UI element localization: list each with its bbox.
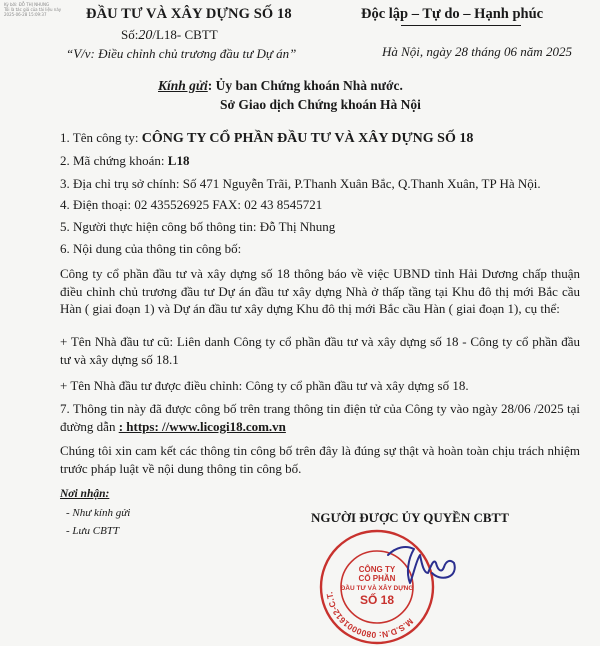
- recipients-label: Kính gửi: [158, 78, 208, 93]
- national-motto: Độc lập – Tự do – Hạnh phúc: [361, 6, 544, 22]
- company-value: CÔNG TY CỔ PHẦN ĐẦU TƯ VÀ XÂY DỰNG SỐ 18: [141, 131, 474, 146]
- document-number: [121, 27, 218, 44]
- content-paragraph-1: Công ty cổ phần đầu tư và xây dựng số 18 thông báo về việc UBND tỉnh Hải Dương chấp thuận điều chỉnh chủ trương đầu tư Dự án đầu tư xây dựng Nhà ở thấp tầng tại Khu đô thị mới Bắc cầu Hàn ( giai đoạn 1) và Dự án đầu tư xây dựng Khu đô thị mới Bắc cầu Hàn ( giai đoạn 1), cụ thể:: [60, 266, 580, 316]
- document-number-prefix: Số:: [121, 27, 139, 42]
- document-number-suffix: /L18- CBTT: [152, 27, 218, 42]
- digital-signature-stamp: [4, 2, 61, 17]
- motto-underline: [401, 25, 521, 26]
- item-phone-fax: 4. Điện thoại: 02 435526925 FAX: 02 43 8545721: [60, 197, 323, 212]
- digital-signature-line: Ký bởi: ĐỖ THỊ NHUNG: [4, 2, 50, 7]
- stamp-ring-text: M.S.D.N: 0800001612-C.T.: [324, 591, 416, 641]
- stamp-text: CÔNG TY: [358, 565, 396, 574]
- item-company-name: [60, 130, 473, 147]
- item-content-label: 6. Nội dung của thông tin công bố:: [60, 241, 242, 256]
- digital-signature-line: 2025-06-28 15:09:37: [4, 12, 47, 17]
- recipient-2: Sở Giao dịch Chứng khoán Hà Nội: [220, 97, 421, 112]
- document-topic: “V/v: Điều chỉnh chủ trương đầu tư Dự án”: [66, 46, 297, 61]
- document-number-value: 20: [138, 28, 153, 43]
- ticker-value: L18: [167, 153, 190, 168]
- recipients-line-1: [158, 78, 403, 94]
- website-link[interactable]: : https: //www.licogi18.com.vn: [118, 418, 286, 434]
- receiver-item: - Lưu CBTT: [66, 525, 120, 537]
- receiver-item: - Như kính gửi: [66, 507, 131, 519]
- ticker-label: 2. Mã chứng khoán:: [60, 153, 168, 168]
- organization-name: ĐẦU TƯ VÀ XÂY DỰNG SỐ 18: [86, 6, 292, 22]
- content-publication: [60, 400, 580, 435]
- digital-signature-line: Tôi là tác giả của tài liệu này: [4, 7, 62, 12]
- item-address: 3. Địa chỉ trụ sở chính: Số 471 Nguyễn Trãi, P.Thanh Xuân Bắc, Q.Thanh Xuân, TP Hà Nội.: [60, 176, 541, 191]
- authorized-person-title: NGƯỜI ĐƯỢC ỦY QUYỀN CBTT: [311, 510, 509, 525]
- content-new-investor: + Tên Nhà đầu tư được điều chỉnh: Công ty cổ phần đầu tư và xây dựng số 18.: [60, 378, 469, 393]
- recipient-1: : Ủy ban Chứng khoán Nhà nước.: [207, 78, 403, 93]
- publication-text: 7. Thông tin này đã được công bố trên trang thông tin điện tử của Công ty vào ngày 28/06 /2025 tại đường dẫn: [60, 401, 580, 434]
- content-old-investor: + Tên Nhà đầu tư cũ: Liên danh Công ty cổ phần đầu tư và xây dựng số 18 - Công ty cổ phần đầu tư và xây dựng số 18.1: [60, 334, 580, 367]
- stamp-text: ĐẦU TƯ VÀ XÂY DỰNG: [340, 585, 414, 592]
- item-discloser: 5. Người thực hiện công bố thông tin: Đỗ Thị Nhung: [60, 219, 336, 234]
- place-and-date: Hà Nội, ngày 28 tháng 06 năm 2025: [382, 44, 572, 59]
- company-label: 1. Tên công ty:: [60, 130, 142, 145]
- item-ticker: [60, 153, 189, 169]
- stamp-text: CỔ PHẦN: [358, 574, 396, 583]
- content-commitment: Chúng tôi xin cam kết các thông tin công bố trên đây là đúng sự thật và hoàn toàn chịu trách nhiệm trước pháp luật về nội dung thông tin công bố.: [60, 443, 580, 476]
- stamp-text: SỐ 18: [359, 593, 395, 607]
- handwritten-signature: [384, 533, 464, 591]
- receivers-title: Nơi nhận:: [60, 488, 110, 500]
